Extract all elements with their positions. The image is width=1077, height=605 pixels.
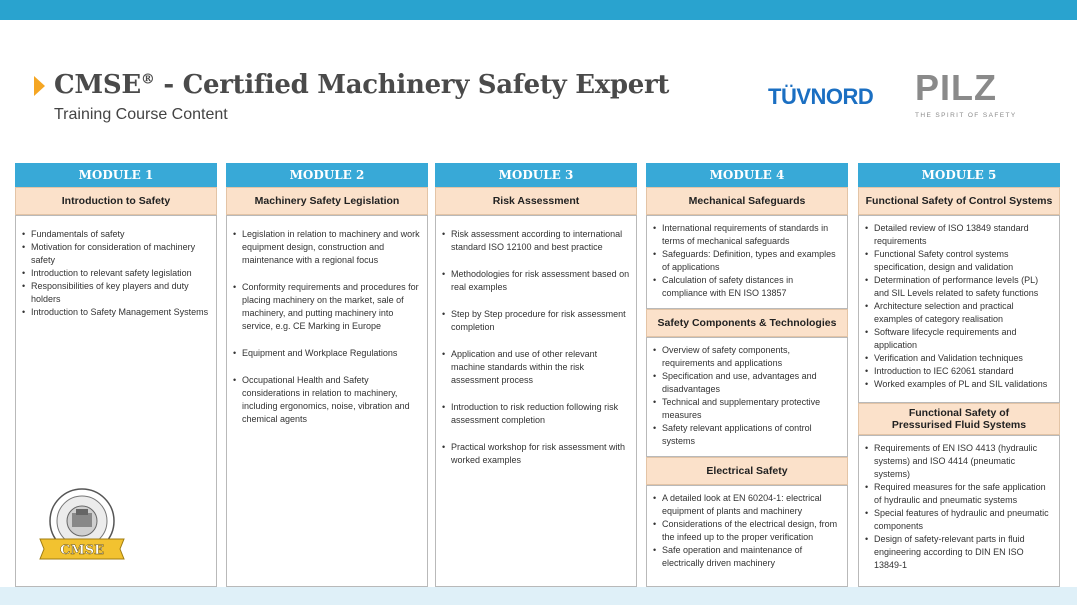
pilz-tagline: THE SPIRIT OF SAFETY [915,112,1017,119]
module-5 [858,163,1060,587]
list-item: • Specification and use, advantages and disadvantages [653,370,841,396]
bottom-accent-bar [0,587,1077,605]
page-title: CMSE® - Certified Machinery Safety Expert [54,70,670,100]
title-arrow-icon [34,76,45,96]
list-item: • Calculation of safety distances in compliance with EN ISO 13857 [653,274,841,300]
module-header: MODULE 5 [858,163,1060,187]
list-item: • Requirements of EN ISO 4413 (hydraulic systems) and ISO 4414 (pneumatic systems) [865,442,1053,481]
list-item: • Safe operation and maintenance of electrically driven machinery [653,544,841,570]
section-header: Mechanical Safeguards [646,187,848,215]
list-item: • Safety relevant applications of control systems [653,422,841,448]
section-content [858,435,1060,587]
section-content [858,215,1060,403]
list-item: • Overview of safety components, requirements and applications [653,344,841,370]
list-item: • Occupational Health and Safety considerations in relation to machinery, including ergonomics, noise, vibration and chemical agents [233,374,421,426]
page-subtitle: Training Course Content [54,106,228,123]
list-item: • Considerations of the electrical design, from the infeed up to the proper verification [653,518,841,544]
list-item: • Functional Safety control systems specification, design and validation [865,248,1053,274]
section-content [435,215,637,587]
cmse-seal-icon [36,487,128,565]
list-item: • Introduction to Safety Management Systems [22,306,210,319]
section-content [646,215,848,309]
list-item: • Design of safety-relevant parts in fluid engineering according to DIN EN ISO 13849-1 [865,533,1053,572]
section-header: Machinery Safety Legislation [226,187,428,215]
list-item: • Introduction to risk reduction following risk assessment completion [442,401,630,427]
list-item: • Risk assessment according to international standard ISO 12100 and best practice [442,228,630,254]
list-item: • Motivation for consideration of machinery safety [22,241,210,267]
seal-label: CMSE [59,543,105,558]
list-item: • Introduction to IEC 62061 standard [865,365,1053,378]
list-item: • Detailed review of ISO 13849 standard requirements [865,222,1053,248]
list-item: • Verification and Validation techniques [865,352,1053,365]
list-item: • Special features of hydraulic and pneumatic components [865,507,1053,533]
list-item: • Application and use of other relevant machine standards within the risk assessment process [442,348,630,387]
tuv-nord-logo: TÜVNORD [768,84,874,109]
list-item: • Required measures for the safe application of hydraulic and pneumatic systems [865,481,1053,507]
module-header: MODULE 3 [435,163,637,187]
list-item: • Introduction to relevant safety legislation [22,267,210,280]
section-header: Introduction to Safety [15,187,217,215]
pilz-logo: PILZ [915,67,997,108]
list-item: • Responsibilities of key players and duty holders [22,280,210,306]
section-header: Electrical Safety [646,457,848,485]
section-header: Functional Safety of Pressurised Fluid Systems [858,403,1060,435]
list-item: • Fundamentals of safety [22,228,210,241]
section-header: Functional Safety of Control Systems [858,187,1060,215]
module-header: MODULE 1 [15,163,217,187]
list-item: • Practical workshop for risk assessment with worked examples [442,441,630,467]
section-content [646,337,848,457]
list-item: • Determination of performance levels (PL) and SIL Levels related to safety functions [865,274,1053,300]
list-item: • International requirements of standards in terms of mechanical safeguards [653,222,841,248]
section-content [646,485,848,587]
list-item: • Safeguards: Definition, types and examples of applications [653,248,841,274]
list-item: • Worked examples of PL and SIL validations [865,378,1053,391]
list-item: • A detailed look at EN 60204-1: electrical equipment of plants and machinery [653,492,841,518]
list-item: • Methodologies for risk assessment based on real examples [442,268,630,294]
list-item: • Architecture selection and practical examples of category realisation [865,300,1053,326]
module-4 [646,163,848,587]
module-2 [226,163,428,587]
section-content [226,215,428,587]
top-accent-bar [0,0,1077,20]
list-item: • Equipment and Workplace Regulations [233,347,421,360]
list-item: • Technical and supplementary protective measures [653,396,841,422]
list-item: • Software lifecycle requirements and application [865,326,1053,352]
list-item: • Conformity requirements and procedures for placing machinery on the market, sale of machinery, and putting machinery into service, e.g. CE Marking in Europe [233,281,421,333]
section-header: Safety Components & Technologies [646,309,848,337]
list-item: • Step by Step procedure for risk assessment completion [442,308,630,334]
module-header: MODULE 4 [646,163,848,187]
section-header: Risk Assessment [435,187,637,215]
module-3 [435,163,637,587]
module-header: MODULE 2 [226,163,428,187]
list-item: • Legislation in relation to machinery and work equipment design, construction and maintenance with a regional focus [233,228,421,267]
